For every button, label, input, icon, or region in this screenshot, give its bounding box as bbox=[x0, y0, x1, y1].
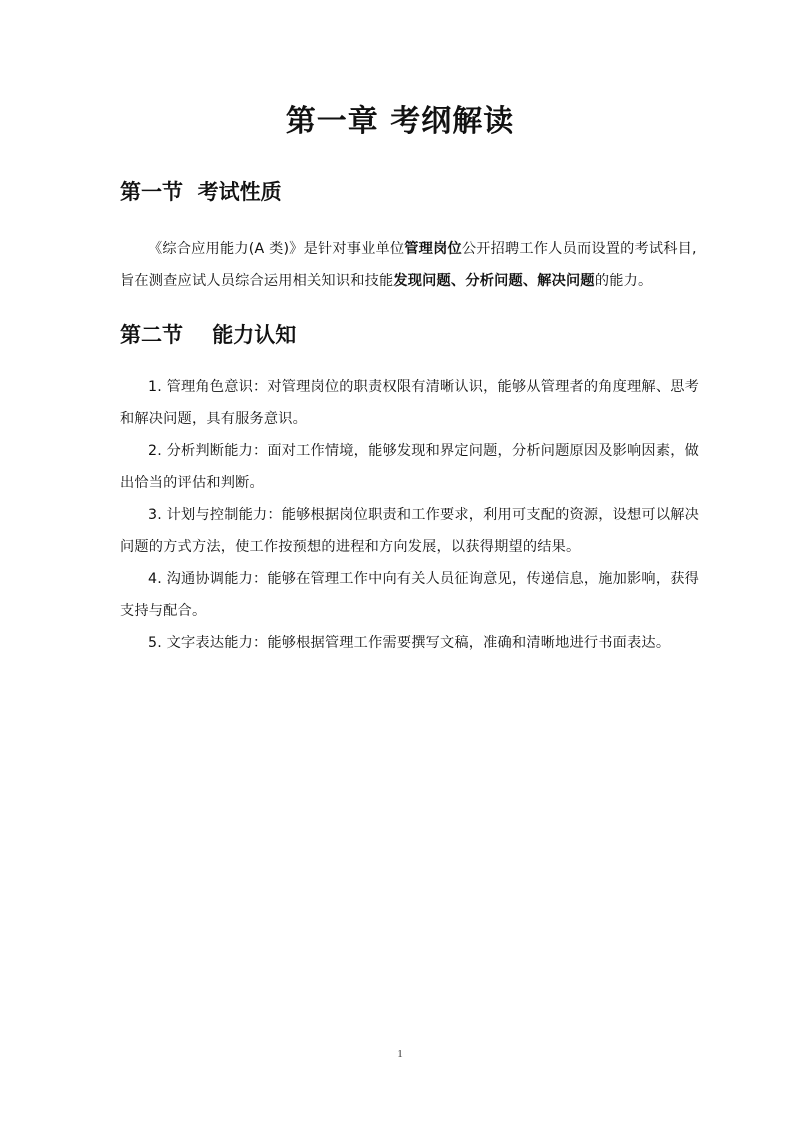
list-item-line: 4. 沟通协调能力：能够在管理工作中向有关人员征询意见，传递信息，施加影响，获得 bbox=[148, 571, 699, 587]
list-item-line: 和解决问题，具有服务意识。 bbox=[120, 411, 308, 427]
paragraph-line bbox=[120, 265, 680, 297]
list-item bbox=[120, 627, 680, 659]
text-run: 公开招聘工作人员而设置的考试科目, bbox=[461, 241, 697, 257]
emphasis-management-post: 管理岗位 bbox=[404, 241, 462, 257]
paragraph-line bbox=[120, 233, 697, 265]
list-item-line: 5. 文字表达能力：能够根据管理工作需要撰写文稿，准确和清晰地进行书面表达。 bbox=[148, 635, 671, 651]
text-run: 旨在测查应试人员综合运用相关知识和技能 bbox=[120, 273, 394, 289]
list-item-line: 出恰当的评估和判断。 bbox=[120, 475, 264, 491]
text-run: 的能力。 bbox=[594, 273, 653, 289]
section-title-exam-nature: 第一节 考试性质 bbox=[120, 180, 282, 204]
emphasis-problem-solving: 发现问题、分析问题、解决问题 bbox=[393, 273, 595, 289]
list-item-line: 问题的方式方法，使工作按预想的进程和方向发展，以获得期望的结果。 bbox=[120, 539, 581, 555]
text-run: 《综合应用能力(A 类)》是针对事业单位 bbox=[148, 241, 405, 257]
exam-nature-paragraph bbox=[120, 233, 697, 297]
chapter-title: 第一章 考纲解读 bbox=[285, 104, 515, 139]
list-item-line: 3. 计划与控制能力：能够根据岗位职责和工作要求，利用可支配的资源，设想可以解决 bbox=[148, 507, 699, 523]
list-item-line: 支持与配合。 bbox=[120, 603, 207, 619]
list-item-line: 1. 管理角色意识：对管理岗位的职责权限有清晰认识，能够从管理者的角度理解、思考 bbox=[148, 379, 699, 395]
section-title-ability-cognition: 第二节 能力认知 bbox=[120, 323, 297, 347]
list-item bbox=[120, 499, 699, 563]
list-item-line: 2. 分析判断能力：面对工作情境，能够发现和界定问题，分析问题原因及影响因素，做 bbox=[148, 443, 699, 459]
list-item bbox=[120, 435, 699, 499]
list-item bbox=[120, 371, 699, 435]
list-item bbox=[120, 563, 699, 627]
ability-list bbox=[120, 371, 699, 659]
page-number: 1 bbox=[397, 1048, 403, 1060]
